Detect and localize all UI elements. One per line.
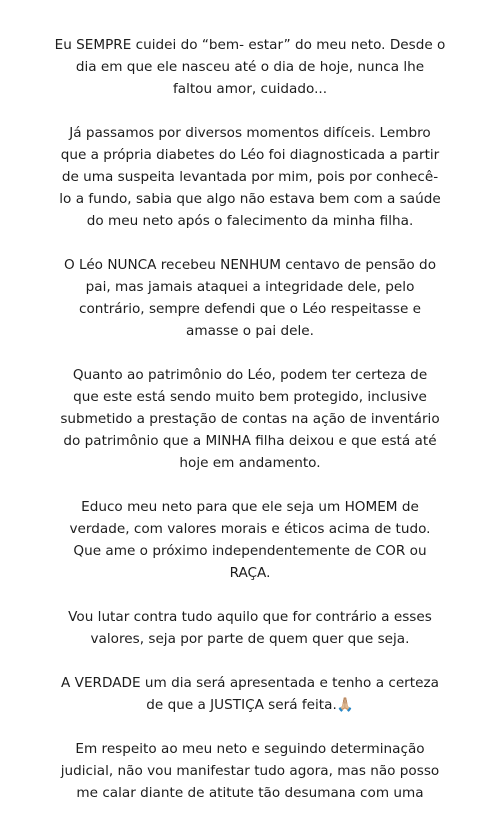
text-line: Já passamos por diversos momentos difíceis. Lembro xyxy=(69,125,431,141)
paragraph-care xyxy=(38,34,462,100)
text-line: Vou lutar contra tudo aquilo que for contrário a esses xyxy=(68,609,432,625)
text-line: judicial, não vou manifestar tudo agora, mas não posso xyxy=(60,763,440,779)
text-line: valores, seja por parte de quem quer que seja. xyxy=(90,631,410,647)
text-line: hoje em andamento. xyxy=(179,455,321,471)
text-line: Educo meu neto para que ele seja um HOMEM de xyxy=(81,499,419,515)
text-line: que a própria diabetes do Léo foi diagnosticada a partir xyxy=(60,147,440,163)
text-line: do meu neto após o falecimento da minha filha. xyxy=(86,213,414,229)
text-line: me calar diante de atitute tão desumana com uma xyxy=(76,785,424,801)
text-line: lo a fundo, sabia que algo não estava bem com a saúde xyxy=(59,191,441,207)
text-line: Que ame o próximo independentemente de COR ou xyxy=(73,543,427,559)
text-line: Quanto ao patrimônio do Léo, podem ter certeza de xyxy=(72,367,428,383)
paragraph-fight xyxy=(38,606,462,650)
paragraph-pension xyxy=(38,254,462,342)
text-line: submetido a prestação de contas na ação de inventário xyxy=(60,411,440,427)
paragraph-diabetes xyxy=(38,122,462,232)
text-line: que este está sendo muito bem protegido, inclusive xyxy=(73,389,427,405)
paragraph-respect xyxy=(38,738,462,804)
paragraph-truth xyxy=(38,672,462,716)
text-line: RAÇA. xyxy=(229,565,271,581)
text-line: faltou amor, cuidado... xyxy=(172,81,328,97)
text-line: A VERDADE um dia será apresentada e tenho a certeza xyxy=(61,675,439,691)
text-line: O Léo NUNCA recebeu NENHUM centavo de pensão do xyxy=(63,257,437,273)
text-line: do patrimônio que a MINHA filha deixou e que está até xyxy=(63,433,437,449)
text-line: verdade, com valores morais e éticos acima de tudo. xyxy=(69,521,431,537)
text-line: Eu SEMPRE cuidei do “bem- estar” do meu neto. Desde o xyxy=(54,37,446,53)
text-line: Em respeito ao meu neto e seguindo determinação xyxy=(75,741,425,757)
text-line: amasse o pai dele. xyxy=(186,323,314,339)
text-line: de uma suspeita levantada por mim, pois por conhecê- xyxy=(61,169,439,185)
statement-text xyxy=(38,34,462,826)
text-line: dia em que ele nasceu até o dia de hoje, nunca lhe xyxy=(75,59,425,75)
text-line: pai, mas jamais ataquei a integridade dele, pelo xyxy=(85,279,415,295)
text-line: contrário, sempre defendi que o Léo respeitasse e xyxy=(78,301,422,317)
text-line: de que a JUSTIÇA será feita.🙏🏼 xyxy=(146,697,354,713)
paragraph-patrimony xyxy=(38,364,462,474)
paragraph-values xyxy=(38,496,462,584)
